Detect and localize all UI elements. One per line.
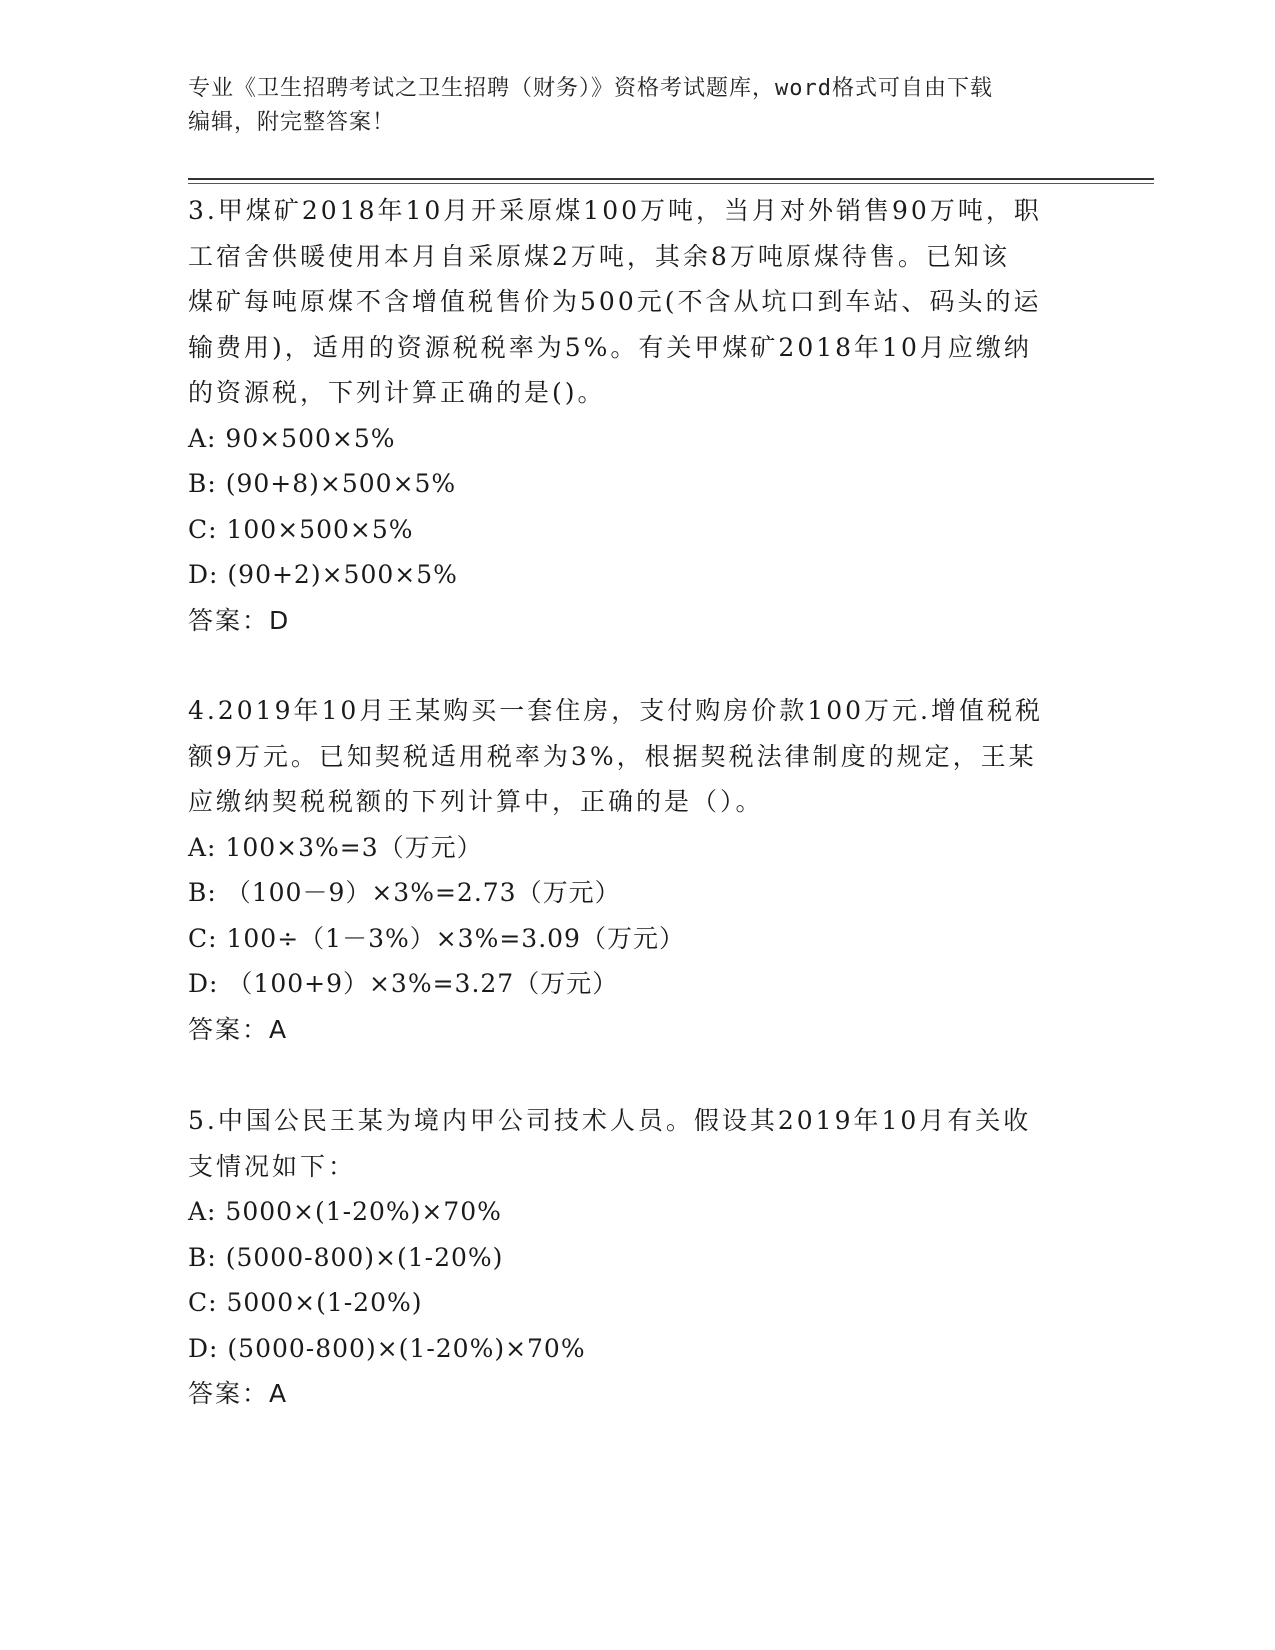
option-c: C: 5000×(1-20%) [188, 1288, 423, 1317]
option-c: C: 100÷（1－3%）×3%=3.09（万元） [188, 923, 685, 953]
question-stem-line: 3.甲煤矿2018年10月开采原煤100万吨，当月对外销售90万吨，职 [188, 196, 1042, 225]
question-stem-line: 工宿舍供暖使用本月自采原煤2万吨，其余8万吨原煤待售。已知该 [188, 241, 1010, 271]
option-a: A: 100×3%=3（万元） [188, 832, 483, 862]
option-a: A: 90×500×5% [188, 423, 396, 453]
answer-label: 答案：A [188, 1379, 289, 1408]
question-stem-line: 5.中国公民王某为境内甲公司技术人员。假设其2019年10月有关收 [188, 1106, 1032, 1135]
option-a: A: 5000×(1-20%)×70% [188, 1197, 502, 1226]
question-4 [188, 688, 1068, 1052]
header-divider-thin [188, 183, 1154, 184]
question-stem-line: 输费用)，适用的资源税税率为5%。有关甲煤矿2018年10月应缴纳 [188, 332, 1032, 362]
option-b: B: (5000-800)×(1-20%) [188, 1242, 504, 1272]
option-b: B: （100－9）×3%=2.73（万元） [188, 878, 621, 907]
header-line-1: 专业《卫生招聘考试之卫生招聘（财务）》资格考试题库，word格式可自由下载 [188, 76, 993, 101]
header-line-2: 编辑，附完整答案！ [188, 110, 396, 135]
question-3 [188, 188, 1068, 643]
document-header [188, 72, 1068, 140]
option-d: D: (5000-800)×(1-20%)×70% [188, 1333, 586, 1363]
question-stem-line: 支情况如下： [188, 1151, 357, 1181]
option-c: C: 100×500×5% [188, 514, 414, 544]
answer-label: 答案：A [188, 1014, 289, 1044]
option-b: B: (90+8)×500×5% [188, 469, 457, 498]
header-divider-thick [188, 178, 1154, 180]
option-d: D: (90+2)×500×5% [188, 560, 458, 589]
question-stem-line: 应缴纳契税税额的下列计算中，正确的是（）。 [188, 787, 764, 816]
question-stem-line: 4.2019年10月王某购买一套住房，支付购房价款100万元.增值税税 [188, 696, 1043, 725]
question-5 [188, 1098, 1068, 1417]
question-stem-line: 额9万元。已知契税适用税率为3%，根据契税法律制度的规定，王某 [188, 741, 1037, 771]
option-d: D: （100+9）×3%=3.27（万元） [188, 969, 619, 998]
question-stem-line: 煤矿每吨原煤不含增值税售价为500元(不含从坑口到车站、码头的运 [188, 287, 1042, 316]
question-stem-line: 的资源税，下列计算正确的是()。 [188, 378, 606, 407]
answer-label: 答案：D [188, 605, 291, 635]
